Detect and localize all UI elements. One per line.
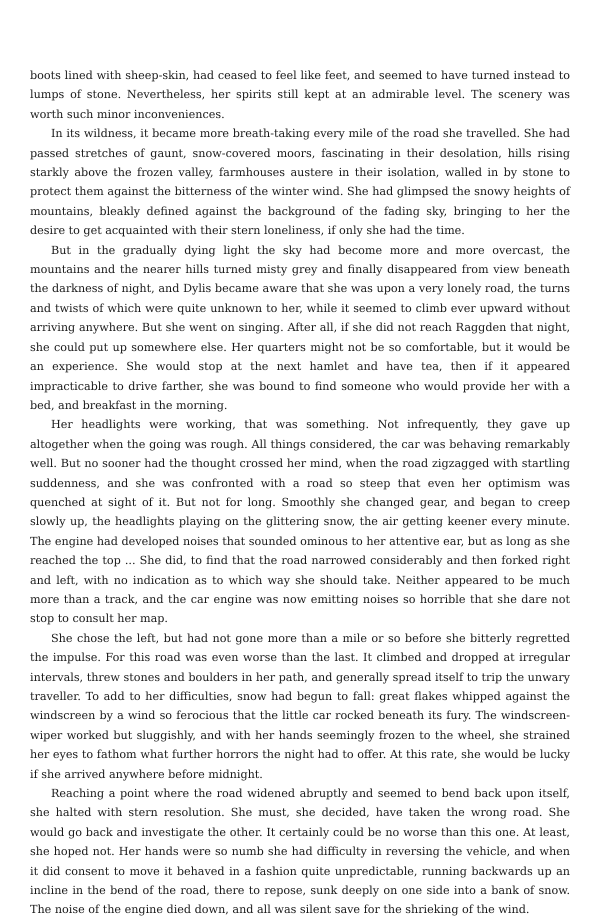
paragraph-6: Reaching a point where the road widened abruptly and seemed to bend back upon itself, she halted with stern resolution. She must, she decided, have taken the wrong road. She would go back and investigate the other. It certainly could be no worse than this one. At least, she hoped not. Her hands were so numb she had difficulty in reversing the vehicle, and when it did consent to move it behaved in a fashion quite unpredictable, running backwards up an incline in the bend of the road, there to repose, sunk deeply on one side into a bank of snow. The noise of the engine died down, and all was silent save for the shrieking of the wind. xyxy=(30,787,570,917)
paragraph-3: But in the gradually dying light the sky had become more and more overcast, the mountains and the nearer hills turned misty grey and finally disappeared from view beneath the darkness of night, and Dylis became aware that she was upon a very lonely road, the turns and twists of which were quite unknown to her, while it seemed to climb ever upward without arriving anywhere. But she went on singing. After all, if she did not reach Raggden that night, she could put up somewhere else. Her quarters might not be so comfortable, but it would be an experience. She would stop at the next hamlet and have tea, then if it appeared impracticable to drive farther, she was bound to find someone who would provide her with a bed, and breakfast in the morning. xyxy=(30,243,570,412)
page-text xyxy=(30,66,570,920)
paragraph-5: She chose the left, but had not gone more than a mile or so before she bitterly regretted the impulse. For this road was even worse than the last. It climbed and dropped at irregular intervals, threw stones and boulders in her path, and generally spread itself to trip the unwary traveller. To add to her difficulties, snow had begun to fall: great flakes whipped against the windscreen by a wind so ferocious that the little car rocked beneath its fury. The windscreen-wiper worked but sluggishly, and with her hands seemingly frozen to the wheel, she strained her eyes to fathom what further horrors the night had to offer. At this rate, she would be lucky if she arrived anywhere before midnight. xyxy=(30,631,570,781)
paragraph-4: Her headlights were working, that was something. Not infrequently, they gave up altogether when the going was rough. All things considered, the car was behaving remarkably well. But no sooner had the thought crossed her mind, when the road zigzagged with startling suddenness, and she was confronted with a road so steep that even her optimism was quenched at sight of it. But not for long. Smoothly she changed gear, and began to creep slowly up, the headlights playing on the glittering snow, the air getting keener every minute. The engine had developed noises that sounded ominous to her attentive ear, but as long as she reached the top ... She did, to find that the road narrowed considerably and then forked right and left, with no indication as to which way she should take. Neither appeared to be much more than a track, and the car engine was now emitting noises so horrible that she dare not stop to consult her map. xyxy=(30,418,570,626)
paragraph-1: boots lined with sheep-skin, had ceased to feel like feet, and seemed to have turned instead to lumps of stone. Nevertheless, her spirits still kept at an admirable level. The scenery was worth such minor inconveniences. xyxy=(30,69,570,121)
paragraph-2: In its wildness, it became more breath-taking every mile of the road she travelled. She had passed stretches of gaunt, snow-covered moors, fascinating in their desolation, hills rising starkly above the frozen valley, farmhouses austere in their isolation, walled in by stone to protect them against the bitterness of the winter wind. She had glimpsed the snowy heights of mountains, bleakly defined against the background of the fading sky, bringing to her the desire to get acquainted with their stern loneliness, if only she had the time. xyxy=(30,127,570,238)
